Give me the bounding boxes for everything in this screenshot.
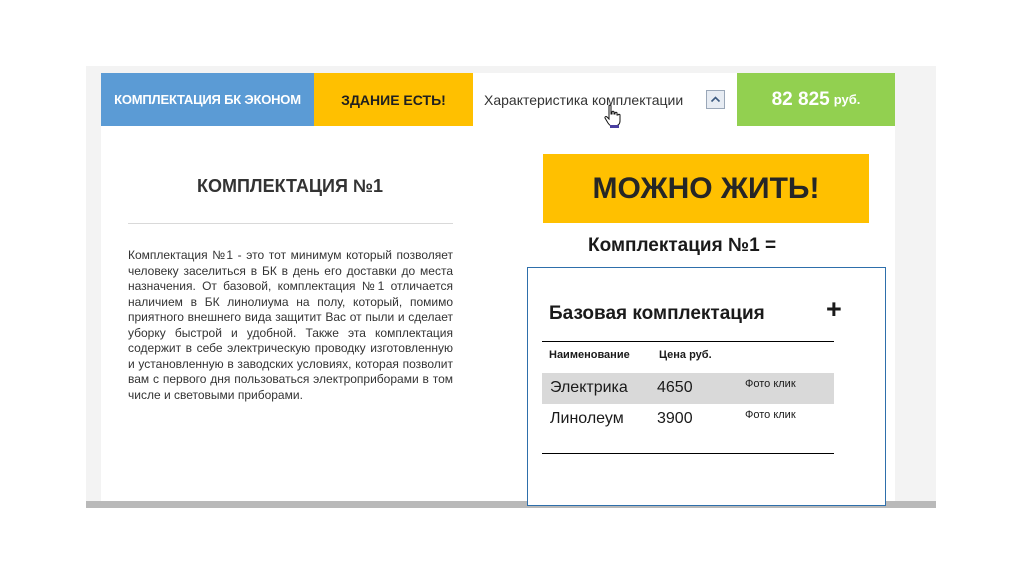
table-row [542,404,834,435]
table-bottom-rule [542,453,834,454]
hand-pointer-icon [603,104,625,128]
card-title: Базовая комплектация [549,303,765,324]
tab-price[interactable] [737,73,895,126]
price-unit: руб. [833,92,861,107]
row-price: 4650 [657,379,693,396]
banner-label: МОЖНО ЖИТЬ! [592,171,820,205]
column-header-name: Наименование [549,349,630,361]
collapse-button[interactable] [706,90,725,109]
column-header-price: Цена руб. [659,349,712,361]
table-top-rule [542,341,834,342]
tab-building[interactable] [314,73,473,126]
price-value: 82 825 [771,88,830,110]
row-name: Линолеум [550,410,624,427]
tab-characteristics-label: Характеристика комплектации [484,91,684,108]
row-name: Электрика [550,379,628,396]
row-price: 3900 [657,410,693,427]
chevron-up-icon [707,91,724,108]
tab-kit-econom-label: КОМПЛЕКТАЦИЯ БК ЭКОНОМ [114,92,301,107]
table-row [542,373,834,404]
equation-label: Комплектация №1 = [588,235,777,256]
photo-link[interactable]: Фото клик [745,409,796,421]
kit-description: Комплектация №1 - это тот минимум который позволяет человеку заселиться в БК в день его доставки до места назначения. От базовой, комплектация №1 отличается наличием в БК линолиума на полу, который, помимо приятного внешнего вида защитит Вас от пыли и сделает уборку быстрой и удобной. Также эта комплектация содержит в себе электрическую проводку изготовленную и установленную в заводских условиях, которая позволит вам с первого дня пользоваться электроприборами в том числе и световыми приборами. [128,248,453,402]
divider [128,223,453,224]
tab-kit-econom[interactable] [101,73,314,126]
kit-title: КОМПЛЕКТАЦИЯ №1 [197,176,383,196]
tab-building-label: ЗДАНИЕ ЕСТЬ! [341,91,446,108]
can-live-banner [543,154,869,223]
photo-link[interactable]: Фото клик [745,378,796,390]
plus-sign: + [826,294,842,324]
